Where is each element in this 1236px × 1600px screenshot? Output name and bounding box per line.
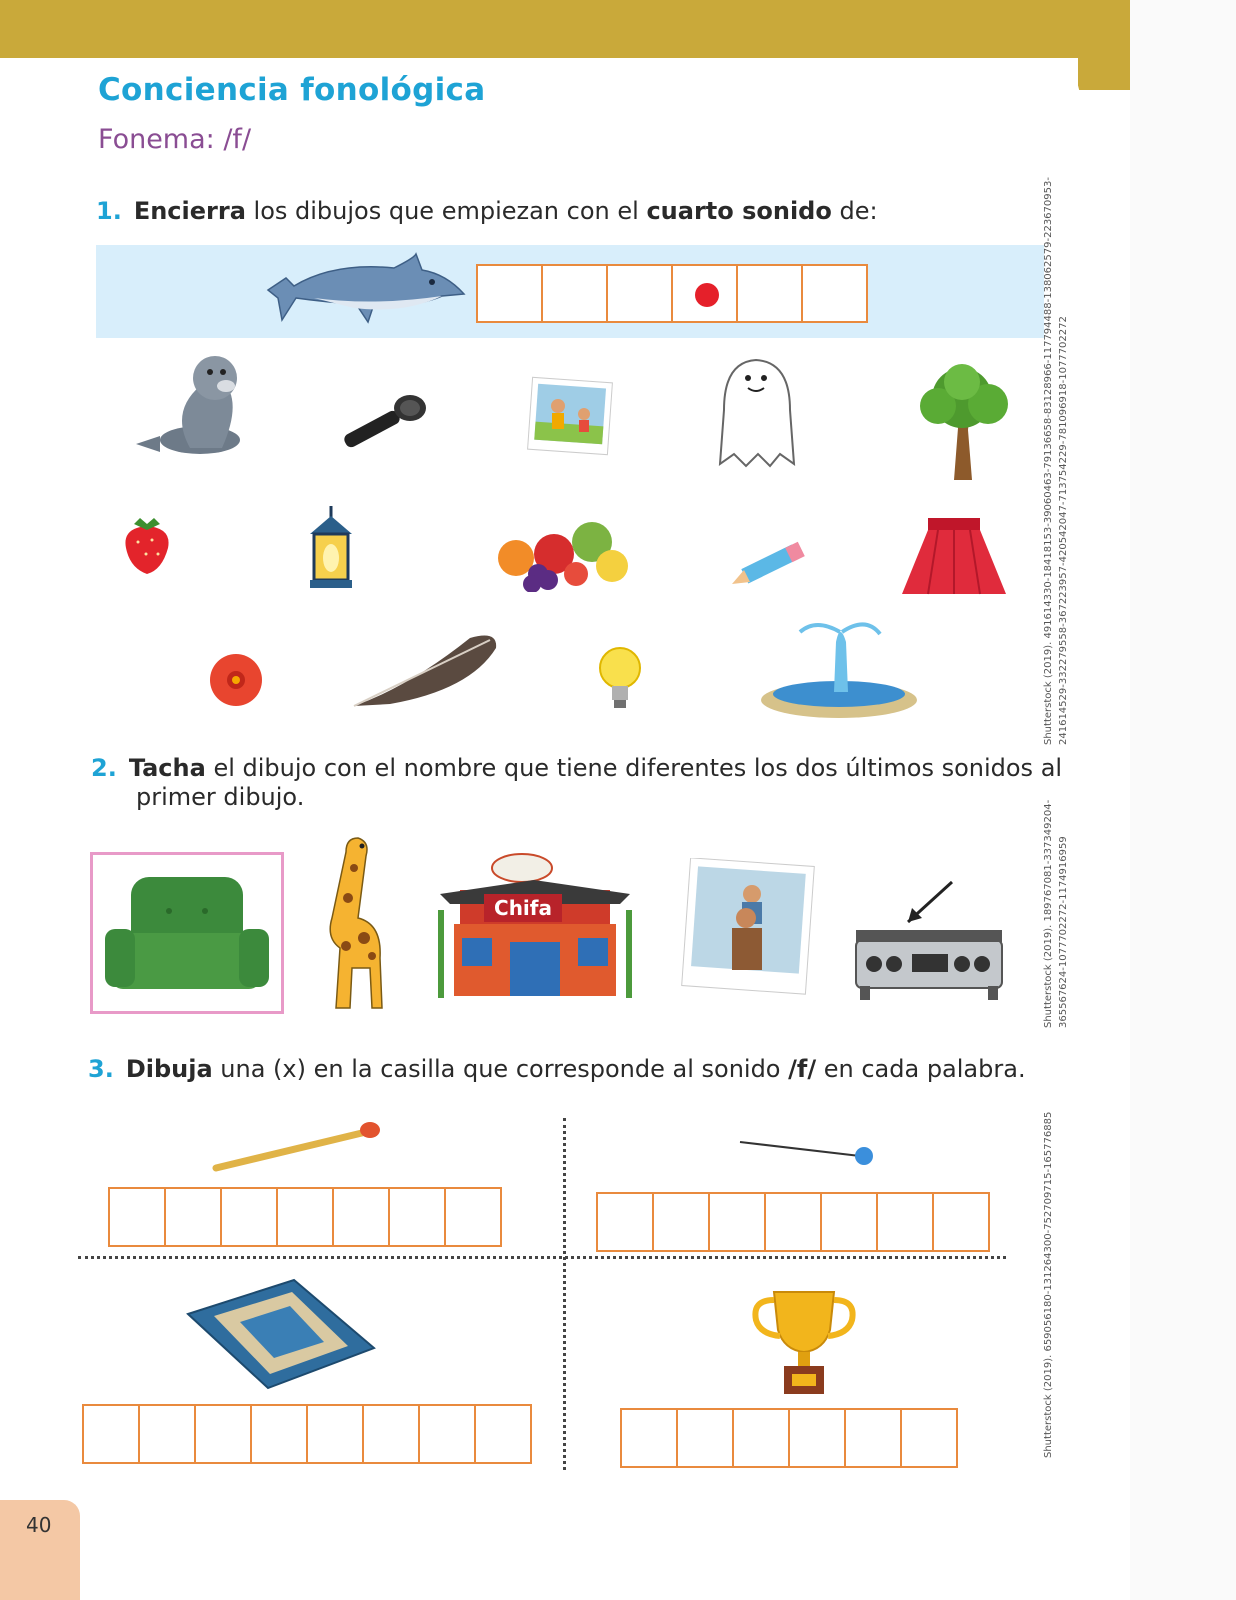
- alfombra-boxes: [82, 1404, 532, 1464]
- letter-box[interactable]: [620, 1408, 678, 1468]
- foto-icon[interactable]: [524, 376, 616, 458]
- exercise1-instruction: [96, 196, 878, 226]
- fresa-icon[interactable]: [118, 514, 176, 576]
- chifa-sign: Chifa: [484, 894, 562, 922]
- trofeo-icon[interactable]: [748, 1286, 860, 1398]
- jirafa-icon[interactable]: [306, 828, 402, 1014]
- foco-icon[interactable]: [596, 644, 644, 716]
- word-box[interactable]: [606, 264, 673, 323]
- lobo-marino-icon[interactable]: [130, 352, 245, 462]
- credit-line-2: 241614529-332279558-367223957-420542047-713754229-781096918-1077702272: [1058, 316, 1069, 745]
- farol-icon[interactable]: [300, 504, 362, 596]
- letter-box[interactable]: [844, 1408, 902, 1468]
- lapiz-icon[interactable]: [728, 540, 806, 590]
- letter-box[interactable]: [474, 1404, 532, 1464]
- letter-box[interactable]: [596, 1192, 654, 1252]
- delfin-icon: [264, 250, 469, 328]
- exercise1-text-after: de:: [831, 197, 878, 225]
- letter-box[interactable]: [164, 1187, 222, 1247]
- chifa-icon[interactable]: [434, 846, 636, 1004]
- exercise2-instruction: [91, 753, 1062, 783]
- letter-box[interactable]: [138, 1404, 196, 1464]
- page-corner: [1000, 58, 1080, 118]
- credit-line-5: Shutterstock (2019). 659056180-131264300-752709715-165776885: [1043, 1111, 1054, 1458]
- red-dot-marker: [695, 283, 719, 307]
- word-box[interactable]: [801, 264, 868, 323]
- exercise1-word-boxes: [476, 264, 868, 323]
- letter-box[interactable]: [444, 1187, 502, 1247]
- letter-box[interactable]: [418, 1404, 476, 1464]
- letter-box[interactable]: [276, 1187, 334, 1247]
- exercise1-number: 1.: [96, 197, 122, 225]
- letter-box[interactable]: [788, 1408, 846, 1468]
- exercise3-text-after: en cada palabra.: [816, 1055, 1026, 1083]
- letter-box[interactable]: [900, 1408, 958, 1468]
- alfombra-icon[interactable]: [184, 1276, 378, 1396]
- vertical-divider: [563, 1118, 566, 1470]
- exercise2-instruction-line2: primer dibujo.: [136, 783, 305, 811]
- letter-box[interactable]: [708, 1192, 766, 1252]
- fantasma-icon[interactable]: [714, 356, 798, 472]
- word-box[interactable]: [541, 264, 608, 323]
- exercise1-bold: cuarto sonido: [646, 197, 832, 225]
- fuente-icon[interactable]: [756, 612, 922, 722]
- sofa-icon[interactable]: [93, 855, 281, 1011]
- letter-box[interactable]: [764, 1192, 822, 1252]
- exercise2-number: 2.: [91, 754, 117, 782]
- exercise2-text-line1: el dibujo con el nombre que tiene diferentes los dos últimos sonidos al: [205, 754, 1063, 782]
- exercise3-instruction: [88, 1054, 1026, 1084]
- letter-box[interactable]: [932, 1192, 990, 1252]
- cocina-icon[interactable]: [852, 878, 1008, 1004]
- letter-box[interactable]: [820, 1192, 878, 1252]
- letter-box[interactable]: [676, 1408, 734, 1468]
- letter-box[interactable]: [362, 1404, 420, 1464]
- microfono-icon[interactable]: [338, 392, 430, 450]
- exercise1-text-before: los dibujos que empiezan con el: [245, 197, 647, 225]
- letter-box[interactable]: [652, 1192, 710, 1252]
- arbol-icon[interactable]: [912, 364, 1012, 484]
- letter-box[interactable]: [82, 1404, 140, 1464]
- letter-box[interactable]: [306, 1404, 364, 1464]
- credit-line-3: Shutterstock (2019). 189767081-337349204-: [1043, 799, 1054, 1028]
- trofeo-boxes: [620, 1408, 958, 1468]
- exercise3-text-before: una (x) en la casilla que corresponde al sonido: [212, 1055, 789, 1083]
- letter-box[interactable]: [332, 1187, 390, 1247]
- reference-picture-frame: [90, 852, 284, 1014]
- right-margin: [1130, 0, 1236, 1600]
- word-box[interactable]: [736, 264, 803, 323]
- exercise3-number: 3.: [88, 1055, 114, 1083]
- letter-box[interactable]: [876, 1192, 934, 1252]
- word-box[interactable]: [476, 264, 543, 323]
- letter-box[interactable]: [250, 1404, 308, 1464]
- alfiler-icon[interactable]: [736, 1130, 878, 1170]
- exercise1-verb: Encierra: [133, 197, 246, 225]
- horizontal-divider: [78, 1256, 1006, 1259]
- top-band: [0, 0, 1130, 58]
- letter-box[interactable]: [194, 1404, 252, 1464]
- falda-icon[interactable]: [898, 514, 1010, 600]
- word-box-marked[interactable]: [671, 264, 738, 323]
- letter-box[interactable]: [732, 1408, 790, 1468]
- exercise3-bold: /f/: [788, 1055, 817, 1083]
- page-title: Conciencia fonológica: [98, 72, 486, 108]
- alfiler-boxes: [596, 1192, 990, 1252]
- foto-padre-hijo-icon[interactable]: [676, 858, 816, 998]
- page-subtitle: Fonema: /f/: [98, 124, 252, 155]
- exercise3-verb: Dibuja: [125, 1055, 213, 1083]
- chifa-building: [434, 846, 636, 1004]
- letter-box[interactable]: [108, 1187, 166, 1247]
- page-number: 40: [26, 1513, 52, 1537]
- pluma-icon[interactable]: [350, 626, 502, 716]
- letter-box[interactable]: [388, 1187, 446, 1247]
- credit-line-1: Shutterstock (2019). 491614330-18418153-39060463-79136658-83128966-117794488-138062579-223670953-: [1043, 177, 1054, 745]
- letter-box[interactable]: [220, 1187, 278, 1247]
- flor-icon[interactable]: [206, 652, 266, 708]
- fosforo-boxes: [108, 1187, 502, 1247]
- top-band-corner: [1078, 0, 1130, 90]
- credit-line-4: 365567624-1077702272-1174916959: [1058, 836, 1069, 1028]
- frutas-icon[interactable]: [494, 512, 630, 592]
- fosforo-icon[interactable]: [210, 1118, 382, 1176]
- exercise2-verb: Tacha: [128, 754, 206, 782]
